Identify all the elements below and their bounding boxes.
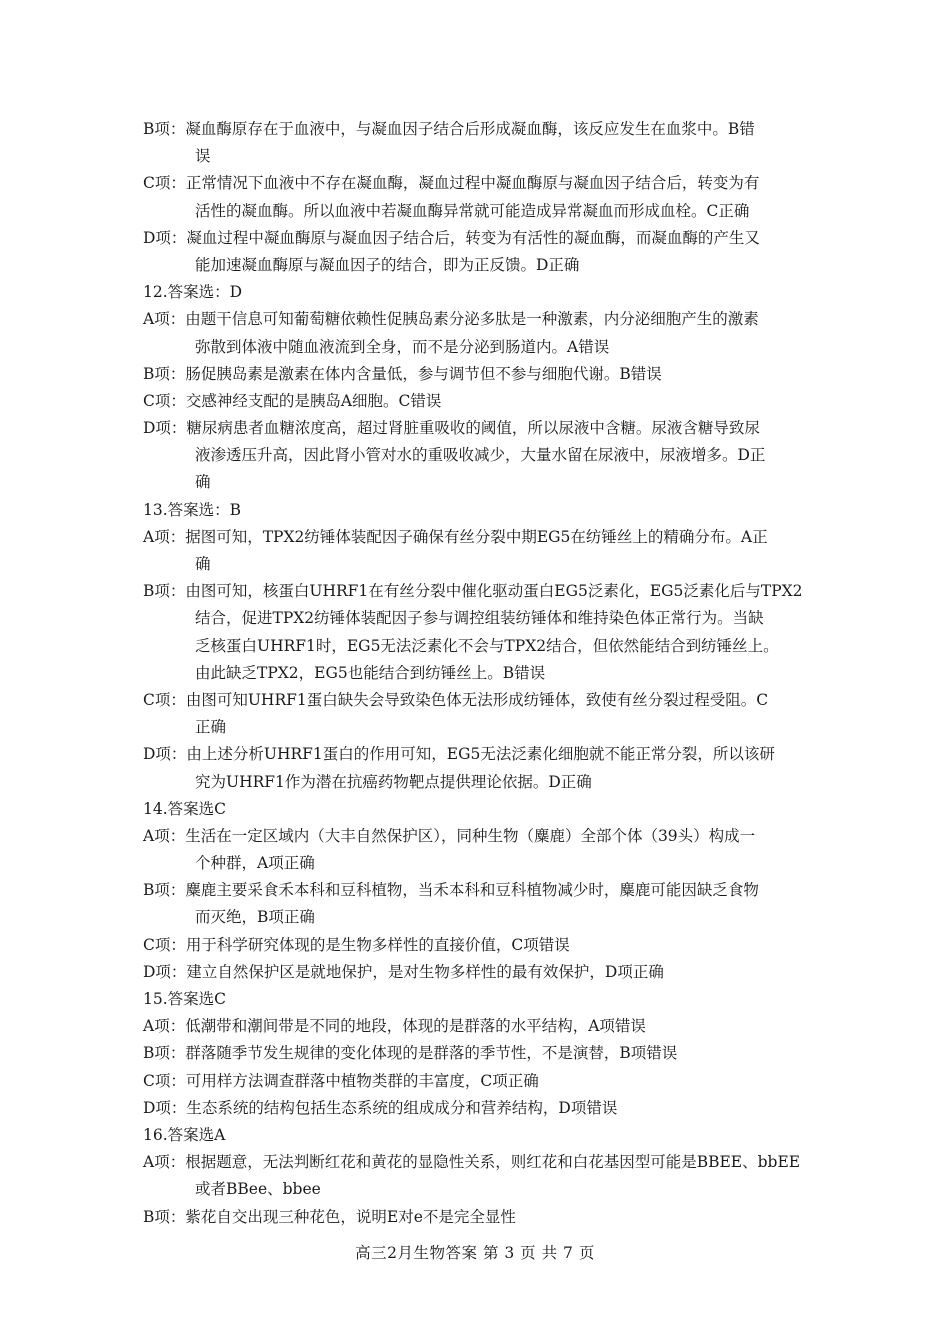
text-line: 确 bbox=[195, 555, 211, 573]
text-line: 个种群，A项正确 bbox=[195, 854, 315, 873]
answer-text-body bbox=[143, 116, 813, 1231]
text-line: 误 bbox=[195, 147, 211, 166]
text-line: 14.答案选C bbox=[143, 799, 227, 818]
text-line: B项：麋鹿主要采食禾本科和豆科植物，当禾本科和豆科植物减少时，麋鹿可能因缺乏食物 bbox=[143, 881, 759, 900]
text-line: 能加速凝血酶原与凝血因子的结合，即为正反馈。D正确 bbox=[195, 255, 580, 274]
text-line: B项：肠促胰岛素是激素在体内含量低，参与调节但不参与细胞代谢。B错误 bbox=[143, 364, 662, 383]
text-line: 或者BBee、bbee bbox=[195, 1180, 321, 1199]
text-line: 16.答案选A bbox=[143, 1125, 226, 1144]
text-line: 15.答案选C bbox=[143, 990, 227, 1008]
text-line: D项：糖尿病患者血糖浓度高，超过肾脏重吸收的阈值，所以尿液中含糖。尿液含糖导致尿 bbox=[143, 419, 760, 438]
text-line: 由此缺乏TPX2，EG5也能结合到纺锤丝上。B错误 bbox=[195, 663, 546, 682]
text-line: D项：生态系统的结构包括生态系统的组成成分和营养结构，D项错误 bbox=[143, 1098, 618, 1117]
text-line: 13.答案选：B bbox=[143, 500, 242, 519]
text-line: B项：凝血酶原存在于血液中，与凝血因子结合后形成凝血酶，该反应发生在血浆中。B错 bbox=[143, 120, 755, 138]
text-line: 正确 bbox=[195, 718, 227, 737]
text-line: 究为UHRF1作为潜在抗癌药物靶点提供理论依据。D正确 bbox=[195, 772, 592, 791]
text-line: B项：紫花自交出现三种花色，说明E对e不是完全显性 bbox=[143, 1207, 516, 1226]
text-line: 12.答案选：D bbox=[143, 283, 243, 302]
text-line: C项：正常情况下血液中不存在凝血酶，凝血过程中凝血酶原与凝血因子结合后，转变为有 bbox=[143, 174, 760, 193]
page-footer: 高三2月生物答案 第 3 页 共 7 页 bbox=[355, 1244, 595, 1262]
text-line: C项：交感神经支配的是胰岛A细胞。C错误 bbox=[143, 391, 442, 410]
text-line: A项：根据题意，无法判断红花和黄花的显隐性关系，则红花和白花基因型可能是BBEE、bbEE bbox=[143, 1153, 801, 1172]
text-line: 结合，促进TPX2纺锤体装配因子参与调控组装纺锤体和维持染色体正常行为。当缺 bbox=[195, 609, 764, 628]
text-line: D项：建立自然保护区是就地保护，是对生物多样性的最有效保护，D项正确 bbox=[143, 962, 664, 981]
text-line: 乏核蛋白UHRF1时，EG5无法泛素化不会与TPX2结合，但依然能结合到纺锤丝上。 bbox=[195, 636, 779, 655]
text-line: C项：由图可知UHRF1蛋白缺失会导致染色体无法形成纺锤体，致使有丝分裂过程受阻。C bbox=[143, 690, 769, 709]
text-line: A项：由题干信息可知葡萄糖依赖性促胰岛素分泌多肽是一种激素，内分泌细胞产生的激素 bbox=[143, 310, 759, 329]
text-line: C项：用于科学研究体现的是生物多样性的直接价值，C项错误 bbox=[143, 935, 570, 954]
text-line: B项：群落随季节发生规律的变化体现的是群落的季节性，不是演替，B项错误 bbox=[143, 1044, 678, 1063]
text-line: A项：低潮带和潮间带是不同的地段，体现的是群落的水平结构，A项错误 bbox=[143, 1017, 646, 1036]
text-line: 而灭绝，B项正确 bbox=[195, 908, 315, 927]
text-line: 活性的凝血酶。所以血液中若凝血酶异常就可能造成异常凝血而形成血栓。C正确 bbox=[195, 201, 750, 220]
text-line: A项：据图可知，TPX2纺锤体装配因子确保有丝分裂中期EG5在纺锤丝上的精确分布。A正 bbox=[143, 527, 768, 546]
text-line: 确 bbox=[195, 473, 211, 492]
text-line: B项：由图可知，核蛋白UHRF1在有丝分裂中催化驱动蛋白EG5泛素化，EG5泛素化后与TPX2 bbox=[143, 582, 803, 601]
text-line: 弥散到体液中随血液流到全身，而不是分泌到肠道内。A错误 bbox=[195, 337, 610, 356]
text-line: C项：可用样方法调查群落中植物类群的丰富度，C项正确 bbox=[143, 1071, 539, 1090]
text-line: D项：凝血过程中凝血酶原与凝血因子结合后，转变为有活性的凝血酶，而凝血酶的产生又 bbox=[143, 228, 760, 247]
text-line: 液渗透压升高，因此肾小管对水的重吸收减少，大量水留在尿液中，尿液增多。D正 bbox=[195, 446, 766, 465]
text-line: D项：由上述分析UHRF1蛋白的作用可知，EG5无法泛素化细胞就不能正常分裂，所以该研 bbox=[143, 745, 775, 764]
text-line: A项：生活在一定区域内（大丰自然保护区），同种生物（麋鹿）全部个体（39头）构成一 bbox=[143, 826, 756, 845]
